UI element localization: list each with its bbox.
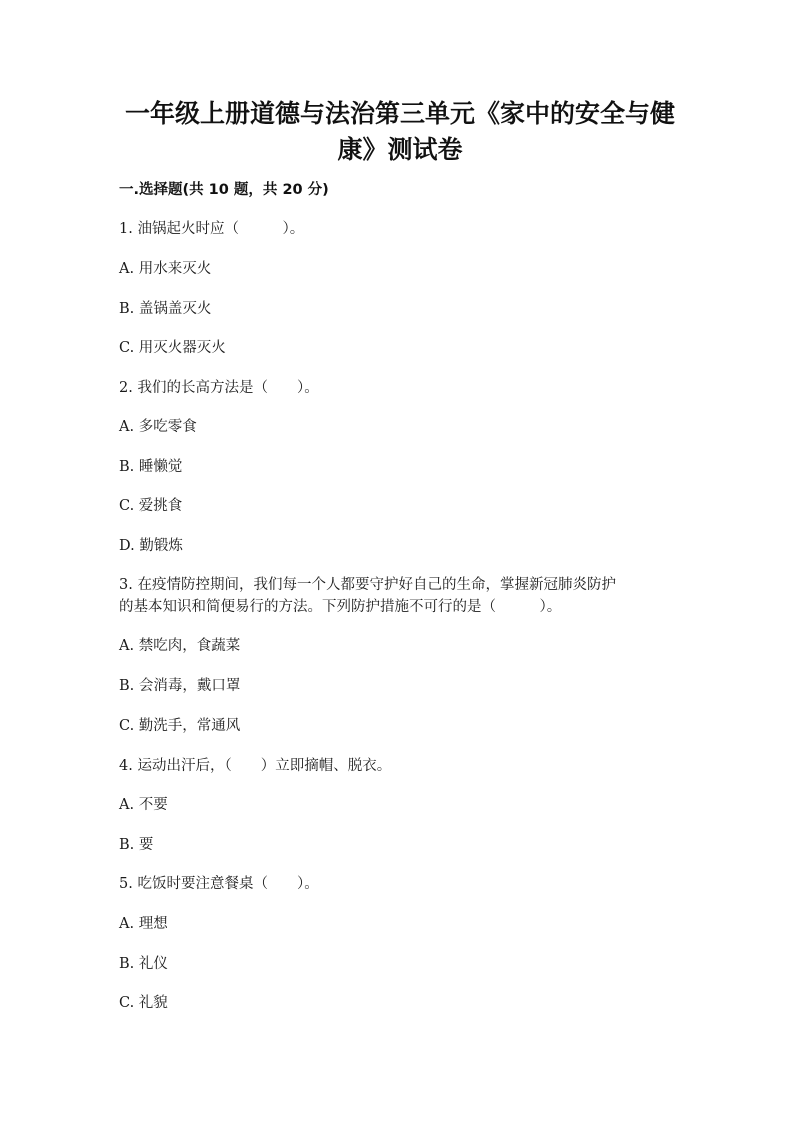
title-line-1: 一年级上册道德与法治第三单元《家中的安全与健 (124, 99, 675, 128)
question-2-option-b: B. 睡懒觉 (119, 459, 183, 475)
question-3-option-c: C. 勤洗手，常通风 (119, 718, 241, 734)
question-5-option-a: A. 理想 (119, 916, 168, 932)
question-2-option-c: C. 爱挑食 (119, 498, 183, 514)
question-1-option-a: A. 用水来灭火 (119, 261, 212, 277)
title-line-2: 康》测试卷 (337, 135, 463, 164)
question-4-option-b: B. 要 (119, 837, 154, 853)
question-3-option-b: B. 会消毒，戴口罩 (119, 678, 241, 694)
question-4-stem: 4. 运动出汗后，（ ）立即摘帽、脱衣。 (119, 758, 392, 774)
question-2-option-d: D. 勤锻炼 (119, 538, 183, 554)
question-1-option-b: B. 盖锅盖灭火 (119, 301, 212, 317)
question-2-stem: 2. 我们的长高方法是（ ）。 (119, 380, 319, 396)
question-3-option-a: A. 禁吃肉，食蔬菜 (119, 638, 241, 654)
question-5-option-c: C. 礼貌 (119, 995, 168, 1011)
question-2-option-a: A. 多吃零食 (119, 419, 197, 435)
document-title (100, 96, 700, 168)
question-4-option-a: A. 不要 (119, 797, 168, 813)
question-5-stem: 5. 吃饭时要注意餐桌（ ）。 (119, 876, 319, 892)
section-heading: 一.选择题(共 10 题，共 20 分) (119, 182, 329, 198)
question-3-stem-line-1: 3. 在疫情防控期间，我们每一个人都要守护好自己的生命，掌握新冠肺炎防护 (119, 577, 616, 593)
question-1-option-c: C. 用灭火器灭火 (119, 340, 226, 356)
question-3-stem-line-2: 的基本知识和简便易行的方法。下列防护措施不可行的是（ ）。 (119, 599, 562, 615)
question-5-option-b: B. 礼仪 (119, 956, 168, 972)
question-1-stem: 1. 油锅起火时应（ ）。 (119, 221, 305, 237)
